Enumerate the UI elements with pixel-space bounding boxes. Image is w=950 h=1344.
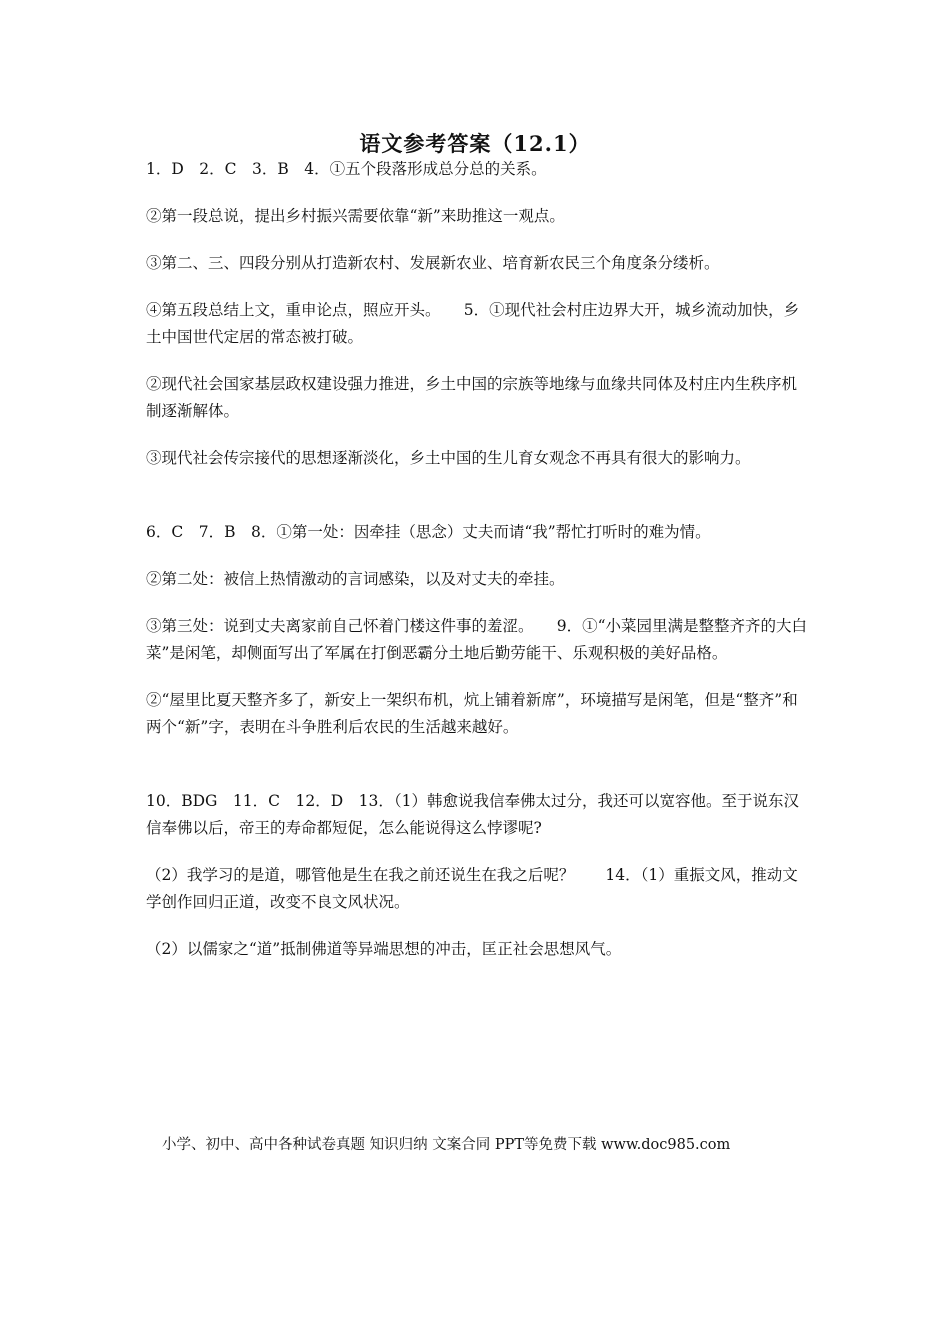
- page-title: 语文参考答案（12.1）: [359, 131, 591, 156]
- answer-paragraph-2: ②第一段总说，提出乡村振兴需要依靠“新”来助推这一观点。: [146, 207, 565, 225]
- answer-paragraph-1: 1．D 2．C 3．B 4．①五个段落形成总分总的关系。: [146, 160, 547, 178]
- answer-body: [146, 156, 810, 963]
- answer-paragraph-9: ③第三处：说到丈夫离家前自己怀着门楼这件事的羞涩。 9．①“小菜园里满是整整齐齐的大白菜”是闲笔，却侧面写出了军属在打倒恶霸分土地后勤劳能干、乐观积极的美好品格。: [146, 617, 808, 662]
- answer-paragraph-11: 10．BDG 11．C 12．D 13．（1）韩愈说我信奉佛太过分，我还可以宽容他。至于说东汉信奉佛以后，帝王的寿命都短促，怎么能说得这么悖谬呢?: [146, 792, 799, 837]
- answer-paragraph-13: （2）以儒家之“道”抵制佛道等异端思想的冲击，匡正社会思想风气。: [146, 940, 622, 958]
- answer-paragraph-12: （2）我学习的是道，哪管他是生在我之前还说生在我之后呢？ 14．（1）重振文风，推动文学创作回归正道，改变不良文风状况。: [146, 866, 798, 911]
- answer-paragraph-10: ②“屋里比夏天整齐多了，新安上一架织布机，炕上铺着新席”，环境描写是闲笔，但是“整齐”和两个“新”字，表明在斗争胜利后农民的生活越来越好。: [146, 691, 798, 736]
- answer-paragraph-8: ②第二处：被信上热情激动的言词感染，以及对丈夫的牵挂。: [146, 570, 565, 588]
- answer-paragraph-4: ④第五段总结上文，重申论点，照应开头。 5．①现代社会村庄边界大开，城乡流动加快，乡土中国世代定居的常态被打破。: [146, 301, 800, 346]
- answer-paragraph-5: ②现代社会国家基层政权建设强力推进，乡土中国的宗族等地缘与血缘共同体及村庄内生秩序机制逐渐解体。: [146, 375, 798, 420]
- answer-paragraph-3: ③第二、三、四段分别从打造新农村、发展新农业、培育新农民三个角度条分缕析。: [146, 254, 720, 272]
- footer-note: 小学、初中、高中各种试卷真题 知识归纳 文案合同 PPT等免费下载 www.doc985.com: [162, 1137, 731, 1153]
- answer-paragraph-7: 6．C 7．B 8．①第一处：因牵挂（思念）丈夫而请“我”帮忙打听时的难为情。: [146, 523, 711, 541]
- answer-paragraph-6: ③现代社会传宗接代的思想逐渐淡化，乡土中国的生儿育女观念不再具有很大的影响力。: [146, 449, 751, 467]
